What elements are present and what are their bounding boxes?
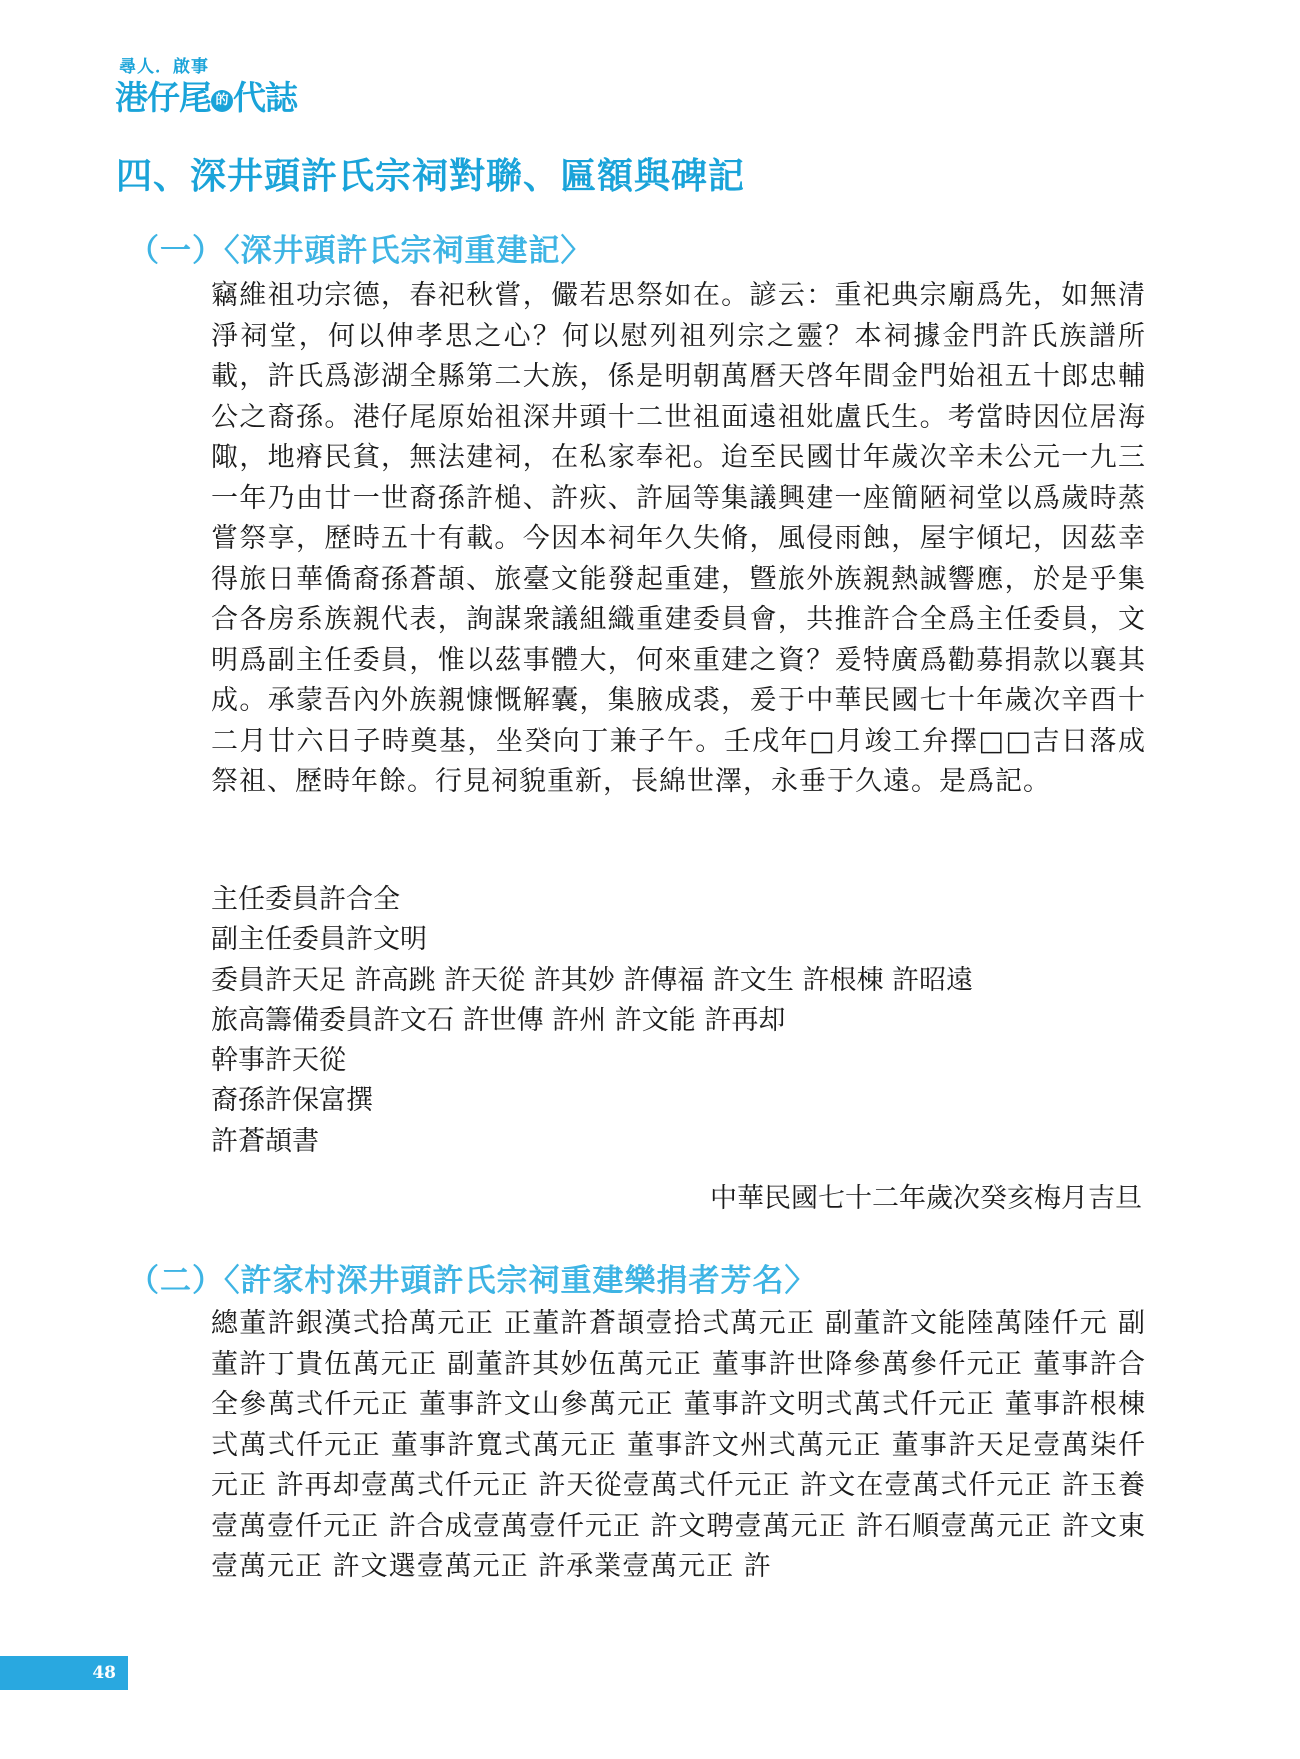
logo-title-part-1: 港仔尾 [115,78,211,117]
logo-tagline: 尋人．啟事 [119,57,209,77]
logo-de-badge: 的 [211,90,233,112]
committee-line: 主任委員許合全 [211,884,400,915]
committee-line: 副主任委員許文明 [211,924,427,956]
committee-line: 幹事許天從 [211,1045,346,1077]
header-logo [115,52,375,117]
committee-line: 裔孫許保富撰 [211,1085,373,1117]
subsection-1-title: （一）〈深井頭許氏宗祠重建記〉 [128,233,593,269]
committee-list [211,880,1146,1162]
subsection-2-title: （二）〈許家村深井頭許氏宗祠重建樂捐者芳名〉 [128,1263,817,1299]
subsection-1-paragraph: 竊維祖功宗德，春祀秋嘗，儼若思祭如在。諺云：重祀典宗廟爲先，如無清淨祠堂，何以伸孝思之心？何以慰列祖列宗之靈？本祠據金門許氏族譜所載，許氏爲澎湖全縣第二大族，係是明朝萬曆天啓年間金門始祖五十郎忠輔公之裔孫。港仔尾原始祖深井頭十二世祖面遠祖妣盧氏生。考當時因位居海陬，地瘠民貧，無法建祠，在私家奉祀。迨至民國廿年歲次辛未公元一九三一年乃由廿一世裔孫許槌、許疢、許屆等集議興建一座簡陋祠堂以爲歲時蒸嘗祭享，歷時五十有載。今因本祠年久失脩，風侵雨蝕，屋宇傾圮，因茲幸得旅日華僑裔孫蒼頡、旅臺文能發起重建，曁旅外族親熱誠響應，於是乎集合各房系族親代表，詢謀衆議組織重建委員會，共推許合全爲主任委員，文明爲副主任委員，惟以茲事體大，何來重建之資？爰特廣爲勸募捐款以襄其成。承蒙吾內外族親慷慨解囊，集腋成裘，爰于中華民國七十年歲次辛酉十二月廿六日子時奠基，坐癸向丁兼子午。壬戌年□月竣工弁擇□□吉日落成祭祖、歷時年餘。行見祠貌重新，長綿世澤，永垂于久遠。是爲記。 [211,280,1146,797]
logo-title-part-2: 代誌 [233,78,297,117]
page-number: 48 [0,1656,128,1690]
section-title: 四、深井頭許氏宗祠對聯、匾額與碑記 [116,155,746,197]
committee-line: 許蒼頡書 [211,1125,319,1157]
committee-line: 委員許天足 許高跳 許天從 許其妙 許傳福 許文生 許根棟 許昭遠 [211,964,974,996]
inscription-date: 中華民國七十二年歲次癸亥梅月吉旦 [710,1183,1142,1214]
committee-line: 旅高籌備委員許文石 許世傳 許州 許文能 許再却 [211,1004,786,1036]
logo-title [115,72,297,119]
donor-list-paragraph: 總董許銀漢弍拾萬元正 正董許蒼頡壹拾弍萬元正 副董許文能陸萬陸仟元 副董許丁貴伍萬元正 副董許其妙伍萬元正 董事許世降參萬參仟元正 董事許合全參萬弍仟元正 董事許文山參萬元正 董事許文明弍萬弍仟元正 董事許根棟弍萬弍仟元正 董事許寬弍萬元正 董事許文州弍萬元正 董事許天足壹萬柒仟元正 許再却壹萬弍仟元正 許天從壹萬弍仟元正 許文在壹萬弍仟元正 許玉養壹萬壹仟元正 許合成壹萬壹仟元正 許文聘壹萬元正 許石順壹萬元正 許文東壹萬元正 許文選壹萬元正 許承業壹萬元正 許 [211,1308,1146,1582]
